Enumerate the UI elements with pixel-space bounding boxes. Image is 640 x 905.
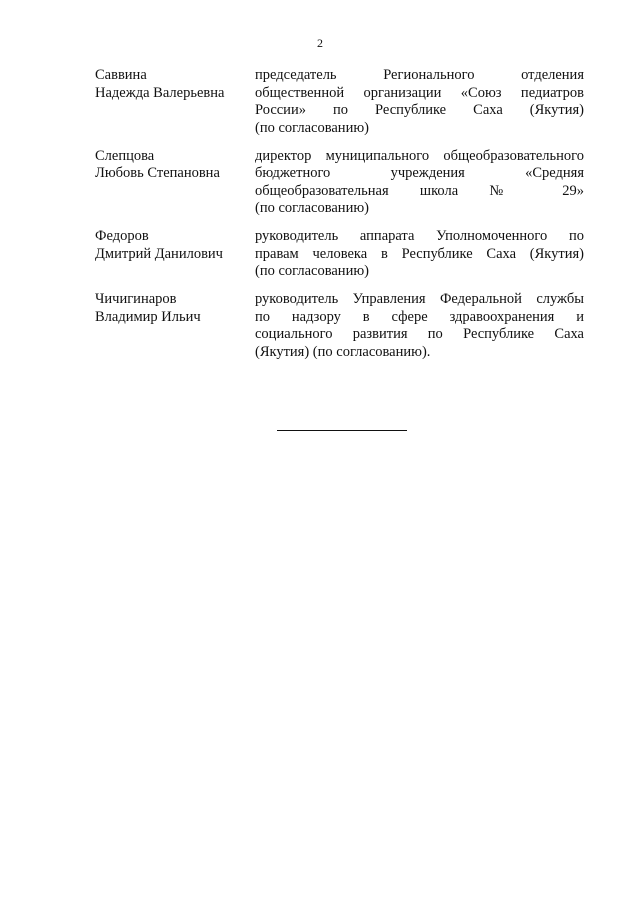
role-line: общественной организации «Союз педиатров <box>255 84 584 101</box>
member-given-names: Любовь Степановна <box>95 165 220 181</box>
member-entry <box>95 67 585 137</box>
closing-divider-line <box>277 430 407 431</box>
member-given-names: Дмитрий Данилович <box>95 245 223 262</box>
member-name <box>95 148 255 218</box>
role-line: общеобразовательная школа № 29» <box>255 182 584 199</box>
role-line: руководитель аппарата Уполномоченного по <box>255 228 584 244</box>
member-name <box>95 291 255 361</box>
role-line: (по согласованию) <box>255 263 369 279</box>
role-line: России» по Республике Саха (Якутия) <box>255 102 584 118</box>
role-line: по надзору в сфере здравоохранения и <box>255 308 584 325</box>
page-number: 2 <box>317 36 323 50</box>
member-name <box>95 228 255 281</box>
member-surname: Слепцова <box>95 147 155 164</box>
member-role <box>255 148 584 218</box>
member-entry <box>95 291 585 361</box>
role-line: бюджетного учреждения «Средняя <box>255 165 584 181</box>
role-line: (по согласованию) <box>255 200 369 216</box>
member-given-names: Владимир Ильич <box>95 308 201 325</box>
member-surname: Саввина <box>95 67 147 83</box>
role-line: правам человека в Республике Саха (Якутия) <box>255 245 584 262</box>
role-line: директор муниципального общеобразовательного <box>255 147 584 164</box>
member-entry <box>95 148 585 218</box>
role-line: председатель Регионального отделения <box>255 67 584 83</box>
member-surname: Федоров <box>95 228 149 244</box>
member-list <box>95 67 585 372</box>
member-role <box>255 228 584 281</box>
role-line: руководитель Управления Федеральной службы <box>255 291 584 307</box>
member-role <box>255 67 584 137</box>
member-entry <box>95 228 585 281</box>
member-name <box>95 67 255 137</box>
member-given-names: Надежда Валерьевна <box>95 84 225 101</box>
role-line: (Якутия) (по согласованию). <box>255 343 431 360</box>
member-surname: Чичигинаров <box>95 291 177 307</box>
role-line: (по согласованию) <box>255 119 369 136</box>
role-line: социального развития по Республике Саха <box>255 326 584 342</box>
member-role <box>255 291 584 361</box>
